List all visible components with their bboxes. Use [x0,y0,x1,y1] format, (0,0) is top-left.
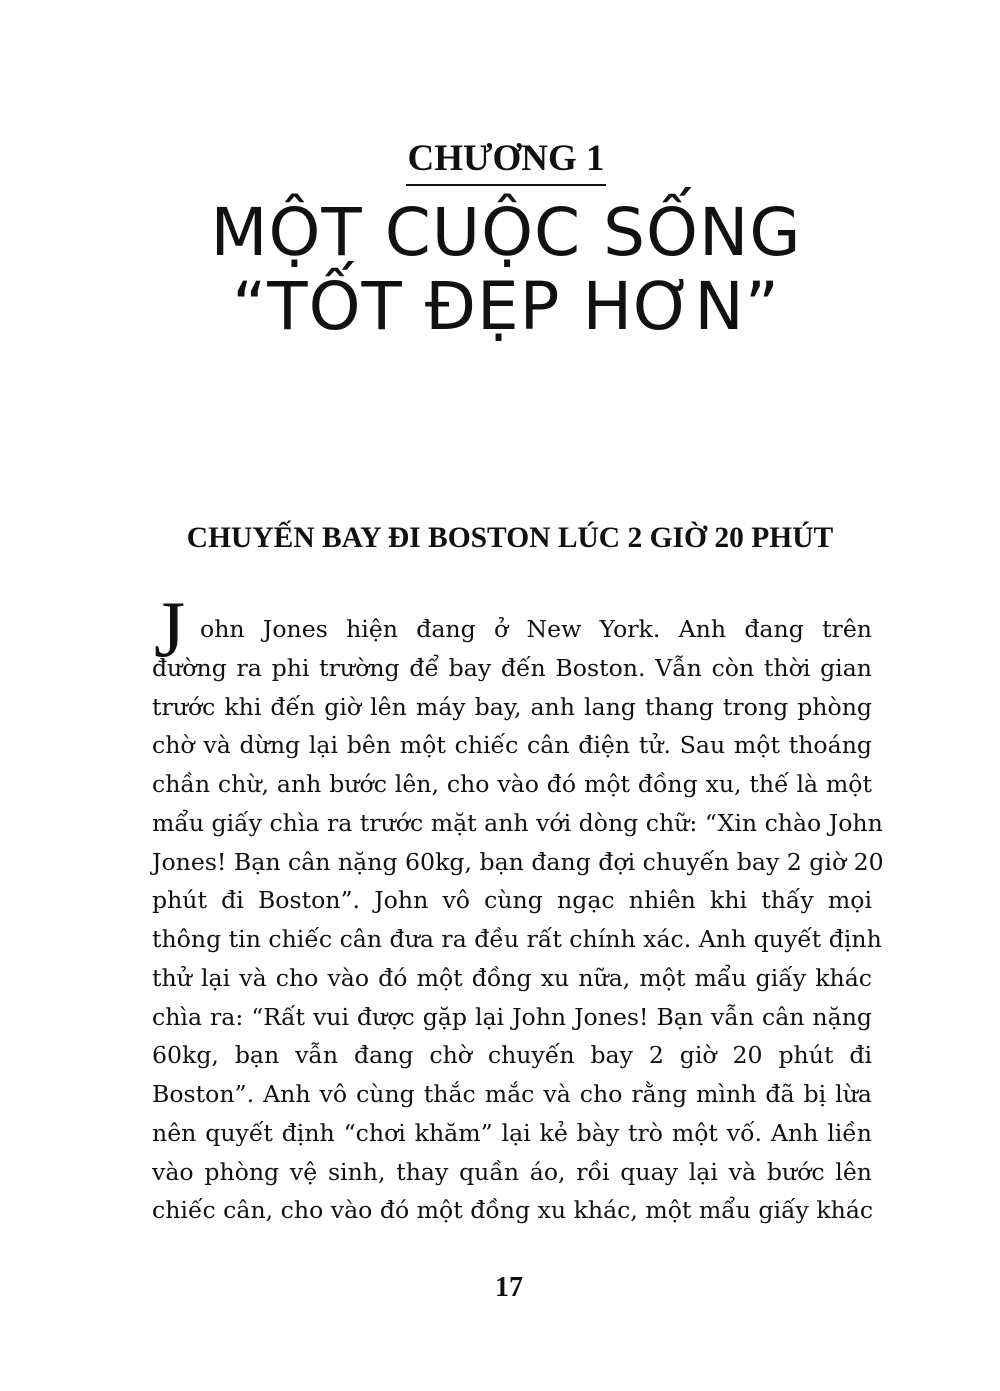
section-heading: CHUYẾN BAY ĐI BOSTON LÚC 2 GIỜ 20 PHÚT [186,522,834,554]
drop-cap: J [154,586,186,674]
chapter-label-text: CHƯƠNG 1 [406,136,607,186]
body-line: trước khi đến giờ lên máy bay, anh lang thang trong phòng [152,692,872,721]
body-line: Boston”. Anh vô cùng thắc mắc và cho rằng mình đã bị lừa [152,1080,872,1108]
body-line: thông tin chiếc cân đưa ra đều rất chính xác. Anh quyết định [152,925,882,953]
body-line: mẩu giấy chìa ra trước mặt anh với dòng chữ: “Xin chào John [152,808,883,837]
body-line: nên quyết định “chơi khăm” lại kẻ bày trò một vố. Anh liền [152,1118,872,1147]
page-number: 17 [495,1272,523,1303]
body-line: phút đi Boston”. John vô cùng ngạc nhiên khi thấy mọi [152,886,872,915]
body-text [152,586,884,1230]
body-line: đường ra phi trường để bay đến Boston. Vẫn còn thời gian [152,653,872,682]
chapter-title-line: MỘT CUỘC SỐNG [210,194,802,271]
body-line-text: ohn Jones hiện đang ở New York. Anh đang trên [200,615,872,643]
body-line: chờ và dừng lại bên một chiếc cân điện tử. Sau một thoáng [152,731,872,760]
chapter-title-line: “TỐT ĐẸP HƠN” [232,268,780,345]
body-line: Jones! Bạn cân nặng 60kg, bạn đang đợi chuyến bay 2 giờ 20 [152,847,884,876]
body-line: 60kg, bạn vẫn đang chờ chuyến bay 2 giờ 20 phút đi [152,1041,872,1070]
body-line: chìa ra: “Rất vui được gặp lại John Jones! Bạn vẫn cân nặng [152,1002,872,1031]
body-line: chần chừ, anh bước lên, cho vào đó một đồng xu, thế là một [152,770,872,798]
body-line: vào phòng vệ sinh, thay quần áo, rồi quay lại và bước lên [152,1157,872,1186]
chapter-title [0,196,1000,344]
body-line: chiếc cân, cho vào đó một đồng xu khác, một mẩu giấy khác [152,1196,874,1225]
body-line: thử lại và cho vào đó một đồng xu nữa, một mẩu giấy khác [152,963,872,992]
chapter-label [0,136,1000,186]
